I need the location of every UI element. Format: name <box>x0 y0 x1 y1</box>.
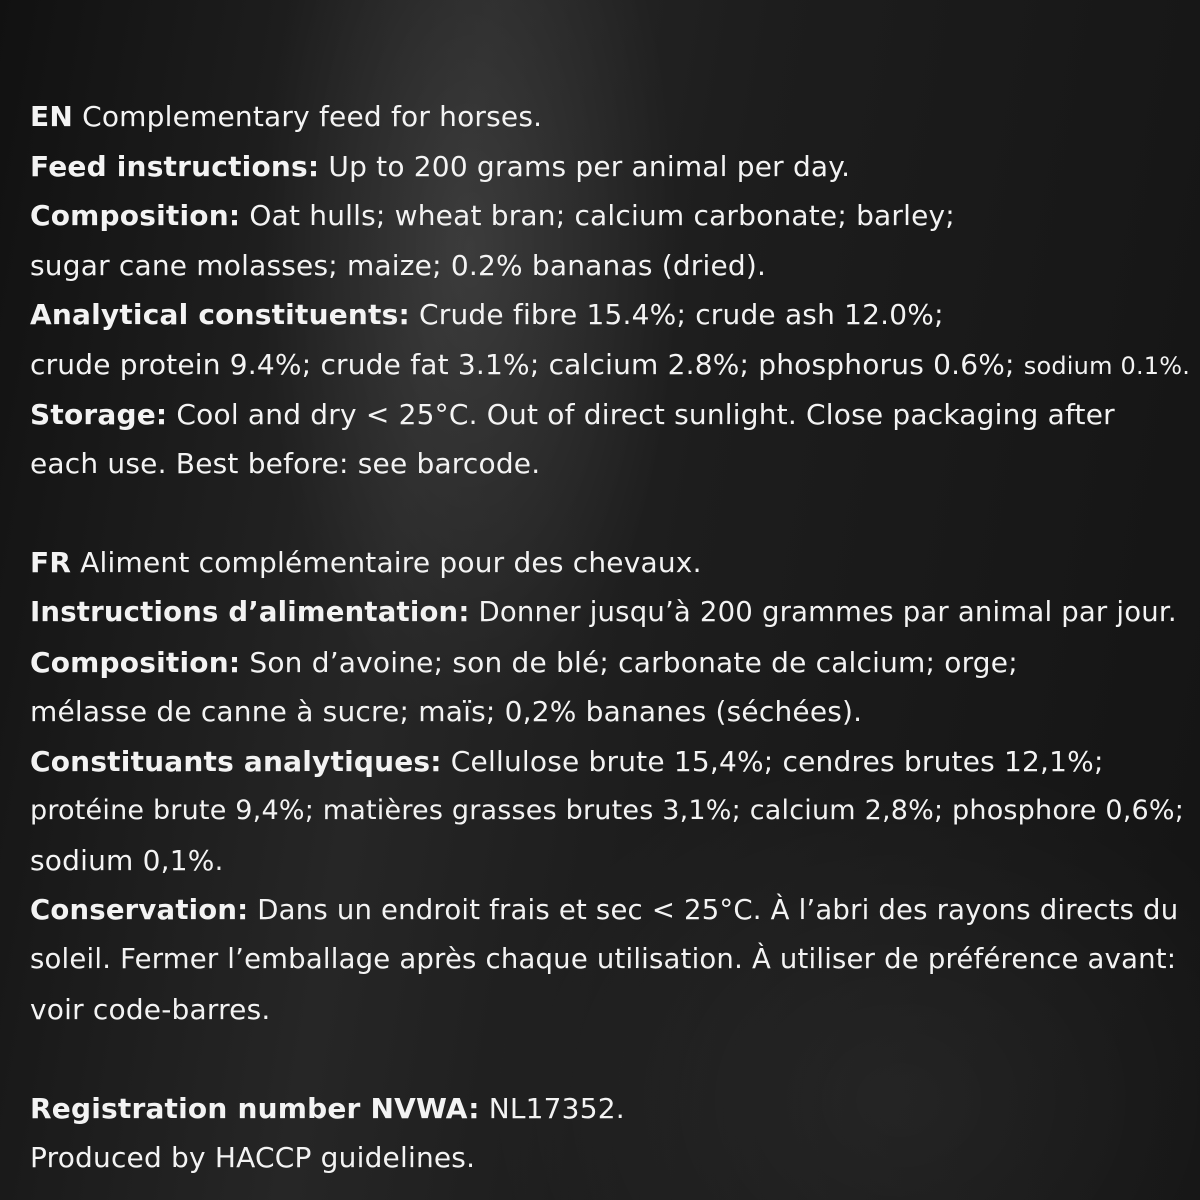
en-storage-label: Storage: <box>30 397 168 431</box>
haccp-line <box>30 1133 1190 1183</box>
en-analytical-text-1: Crude fibre 15.4%; crude ash 12.0%; <box>409 298 944 332</box>
en-storage-line <box>30 390 1190 440</box>
fr-feed-instructions-label: Instructions d’alimentation: <box>30 595 470 628</box>
registration-line <box>30 1084 1190 1134</box>
fr-analytical-text-2: protéine brute 9,4%; matières grasses brutes 3,1%; calcium 2,8%; phosphore 0,6%; <box>30 795 1185 827</box>
fr-conservation-line <box>30 886 1190 936</box>
fr-analytical-line-3 <box>30 836 1190 886</box>
en-composition-line-2 <box>30 241 1190 291</box>
en-feed-instructions-line <box>30 142 1190 192</box>
product-label-text <box>30 92 1190 1183</box>
fr-conservation-line-3 <box>30 985 1190 1035</box>
registration-label: Registration number NVWA: <box>30 1091 480 1125</box>
fr-conservation-text-1: Dans un endroit frais et sec < 25°C. À l’abri des rayons directs du <box>248 893 1179 926</box>
fr-analytical-text-1: Cellulose brute 15,4%; cendres brutes 12,1%; <box>441 744 1104 778</box>
footer-spacer <box>30 1034 1190 1084</box>
fr-conservation-text-3: voir code-barres. <box>30 992 271 1026</box>
registration-number: NL17352. <box>479 1091 625 1125</box>
fr-composition-line <box>30 638 1190 688</box>
fr-composition-text-1: Son d’avoine; son de blé; carbonate de calcium; orge; <box>240 645 1018 679</box>
en-composition-text-2: sugar cane molasses; maize; 0.2% bananas (dried). <box>30 248 767 282</box>
en-feed-instructions-text: Up to 200 grams per animal per day. <box>319 149 851 183</box>
fr-intro-text: Aliment complémentaire pour des chevaux. <box>71 546 702 580</box>
fr-analytical-label: Constituants analytiques: <box>30 744 442 778</box>
en-analytical-line <box>30 290 1190 340</box>
en-storage-text-1: Cool and dry < 25°C. Out of direct sunlight. Close packaging after <box>167 397 1115 431</box>
fr-composition-text-2: mélasse de canne à sucre; maïs; 0,2% bananes (séchées). <box>30 695 863 729</box>
fr-feed-instructions-text: Donner jusqu’à 200 grammes par animal par jour. <box>469 595 1177 628</box>
en-analytical-sodium: sodium 0.1%. <box>1023 351 1191 380</box>
en-composition-text-1: Oat hulls; wheat bran; calcium carbonate; barley; <box>240 199 955 233</box>
fr-conservation-text-2: soleil. Fermer l’emballage après chaque utilisation. À utiliser de préférence avant: <box>30 943 1177 976</box>
fr-analytical-text-3: sodium 0,1%. <box>30 843 224 877</box>
en-composition-label: Composition: <box>30 199 241 233</box>
fr-intro-line <box>30 538 1190 588</box>
fr-analytical-line-2 <box>30 786 1190 836</box>
fr-feed-instructions-line <box>30 588 1190 638</box>
fr-language-code: FR <box>30 546 72 580</box>
en-analytical-line-2 <box>30 340 1190 390</box>
en-language-code: EN <box>30 100 73 133</box>
fr-conservation-line-2 <box>30 935 1190 985</box>
fr-composition-label: Composition: <box>30 645 241 679</box>
en-feed-instructions-label: Feed instructions: <box>30 149 320 183</box>
fr-analytical-line <box>30 737 1190 787</box>
section-spacer <box>30 489 1190 539</box>
en-intro-text: Complementary feed for horses. <box>72 100 543 133</box>
fr-composition-line-2 <box>30 687 1190 737</box>
fr-conservation-label: Conservation: <box>30 893 249 926</box>
en-storage-line-2 <box>30 439 1190 489</box>
en-composition-line <box>30 191 1190 241</box>
en-analytical-text-2: crude protein 9.4%; crude fat 3.1%; calcium 2.8%; phosphorus 0.6%; <box>30 347 1024 381</box>
haccp-text: Produced by HACCP guidelines. <box>30 1141 476 1175</box>
en-intro-line <box>30 92 1190 142</box>
en-analytical-label: Analytical constituents: <box>30 298 410 332</box>
en-storage-text-2: each use. Best before: see barcode. <box>30 447 541 481</box>
